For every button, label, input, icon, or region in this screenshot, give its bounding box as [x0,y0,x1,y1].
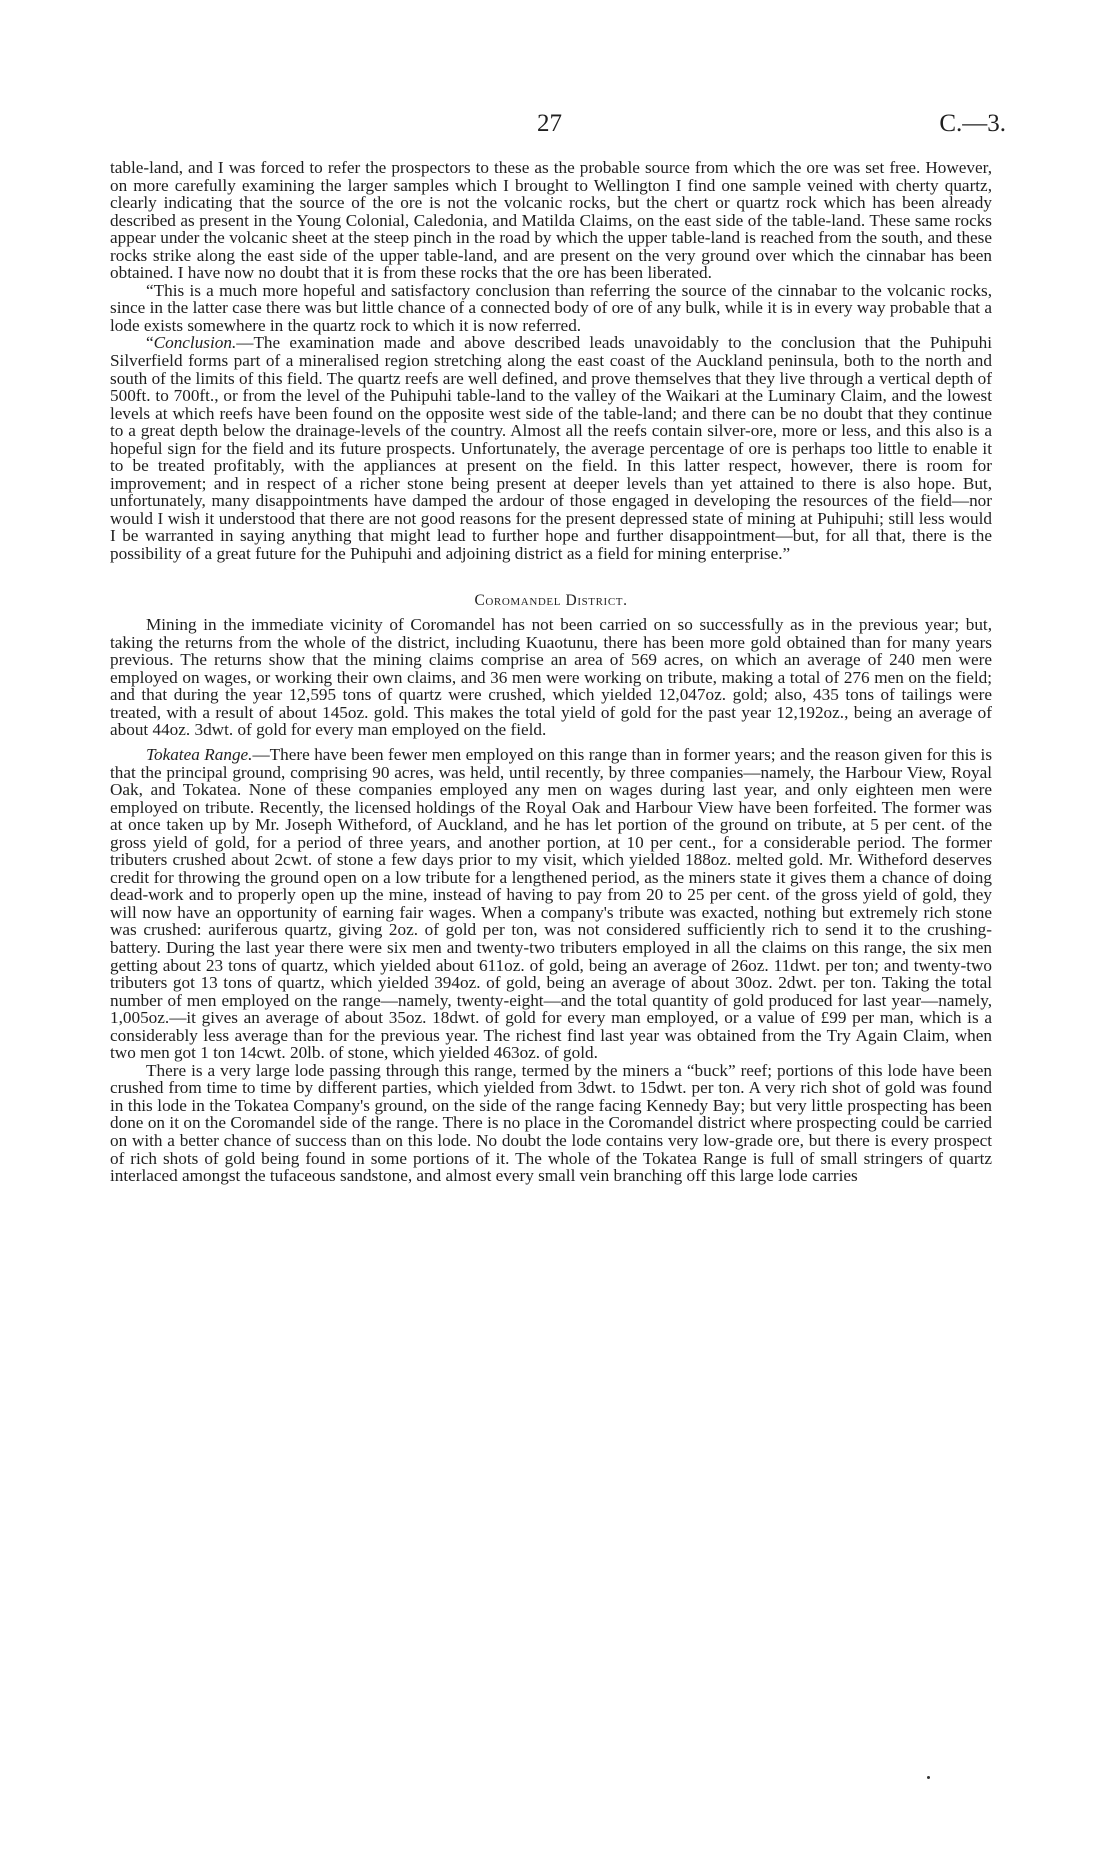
paragraph-buck-reef: There is a very large lode passing through this range, termed by the miners a “buck” reef; portions of this lode have been crushed from time to time by different parties, which yielded from 3dwt. to 15dwt. per ton. A very rich shot of gold was found in this lode in the Tokatea Company's ground, on the side of the range facing Kennedy Bay; but very little prospecting has been done on it on the Coromandel side of the range. There is no place in the Coromandel district where prospecting could be carried on with a better chance of success than on this lode. No doubt the lode contains very low-grade ore, but there is every prospect of rich shots of gold being found in some portions of it. The whole of the Tokatea Range is full of small stringers of quartz interlaced amongst the tufaceous sandstone, and almost every small vein branching off this large lode carries [110,1060,992,1186]
section-heading-coromandel: Coromandel District. [474,591,628,609]
paragraph-hopeful-conclusion: “This is a much more hopeful and satisfactory conclusion than referring the source of the cinnabar to the volcanic rocks, since in the latter case there was but little chance of a connected body of ore of any bulk, while it is in every way probable that a lode exists somewhere in the quartz rock to which it is now referred. [110,280,992,335]
open-quote: “ [146,333,154,353]
page-body [110,159,992,1185]
page-number: 27 [537,110,562,137]
paragraph-tokatea-range [110,746,992,1062]
page-header [0,110,1114,140]
tokatea-range-text: —There have been fewer men employed on this range than in former years; and the reason given for this is that the principal ground, comprising 90 acres, was held, until recently, by three companies—namely, the Harbour View, Royal Oak, and Tokatea. None of these companies employed any men on wages during last year, and only eighteen men were employed on tribute. Recently, the licensed holdings of the Royal Oak and Harbour View have been forfeited. The former was at once taken up by Mr. Joseph Witheford, of Auckland, and he has let portion of the ground on tribute, at 5 per cent. of the gross yield of gold, for a period of three years, and another portion, at 10 per cent., for a considerable period. The former tributers crushed about 2cwt. of stone a few days prior to my visit, which yielded 188oz. melted gold. Mr. Witheford deserves credit for throwing the ground open on a low tribute for a lengthened period, as the miners state it gives them a chance of doing dead-work and to properly open up the mine, instead of having to pay from 20 to 25 per cent. of the gross yield of gold, they will now have an opportunity of earning fair wages. When a company's tribute was exacted, nothing but extremely rich stone was crushed: auriferous quartz, giving 2oz. of gold per ton, was not considered sufficiently rich to send it to the crushing-battery. During the last year there were six men and twenty-two tributers employed in all the claims on this range, the six men getting about 23 tons of quartz, which yielded about 611oz. of gold, being an average of 26oz. 11dwt. per ton; and twenty-two tributers got 13 tons of quartz, which yielded 394oz. of gold, being an average of about 30oz. 2dwt. per ton. Taking the total number of men employed on the range—namely, twenty-eight—and the total quantity of gold produced for last year—namely, 1,005oz.—it gives an average of about 35oz. 18dwt. of gold for every man employed, or a value of £99 per man, which is a considerably less average than for the previous year. The richest find last year was obtained from the Try Again Claim, when two men got 1 ton 14cwt. 20lb. of stone, which yielded 463oz. of gold. [110,744,993,1063]
paragraph-coromandel-returns: Mining in the immediate vicinity of Coromandel has not been carried on so successfully as in the previous year; but, taking the returns from the whole of the district, including Kuaotunu, there has been more gold obtained than for many years previous. The returns show that the mining claims comprise an area of 569 acres, on which an average of 240 men were employed on wages, or working their own claims, and 36 men were working on tribute, making a total of 276 men on the field; and that during the year 12,595 tons of quartz were crushed, which yielded 12,047oz. gold; also, 435 tons of tailings were treated, with a result of about 145oz. gold. This makes the total yield of gold for the past year 12,192oz., being an average of about 44oz. 3dwt. of gold for every man employed on the field. [110,615,992,740]
stray-ink-mark [927,1776,930,1779]
conclusion-label: Conclusion. [153,333,237,353]
document-reference: C.—3. [939,110,1006,137]
paragraph-conclusion [110,334,992,562]
conclusion-text: —The examination made and above described leads unavoidably to the conclusion that the Puhipuhi Silverfield forms part of a mineralised region stretching along the east coast of the Auckland peninsula, both to the north and south of the limits of this field. The quartz reefs are well defined, and prove themselves that they live through a vertical depth of 500ft. to 700ft., or from the level of the Puhipuhi table-land to the valley of the Waikari at the Luminary Claim, and the lowest levels at which reefs have been found on the opposite west side of the table-land; and there can be no doubt that they continue to a great depth below the drainage-levels of the country. Almost all the reefs contain silver-ore, more or less, and this also is a hopeful sign for the field and its future prospects. Unfortunately, the average percentage of ore is perhaps too little to enable it to be treated profitably, with the appliances at present on the field. In this latter respect, however, there is room for improvement; and in respect of a richer stone being present at deeper levels than yet attained to there is also hope. But, unfortunately, many disappointments have damped the ardour of those engaged in developing the resources of the field—nor would I wish it understood that there are not good reasons for the present depressed state of mining at Puhipuhi; still less would I be warranted in saying anything that might lead to further hope and further disappointment—but, for all that, there is the possibility of a great future for the Puhipuhi and adjoining district as a field for mining enterprise.” [110,333,992,564]
tokatea-range-label: Tokatea Range. [146,744,253,764]
paragraph-cinnabar-source: table-land, and I was forced to refer the prospectors to these as the probable source from which the ore was set free. However, on more carefully examining the larger samples which I brought to Wellington I find one sample veined with cherty quartz, clearly indicating that the source of the ore is not the volcanic rocks, but the chert or quartz rock which has been already described as present in the Young Colonial, Caledonia, and Matilda Claims, on the east side of the table-land. These same rocks appear under the volcanic sheet at the steep pinch in the road by which the upper table-land is reached from the south, and these rocks strike along the east side of the upper table-land, and are present on the very ground over which the cinnabar has been obtained. I have now no doubt that it is from these rocks that the ore has been liberated. [110,158,992,283]
